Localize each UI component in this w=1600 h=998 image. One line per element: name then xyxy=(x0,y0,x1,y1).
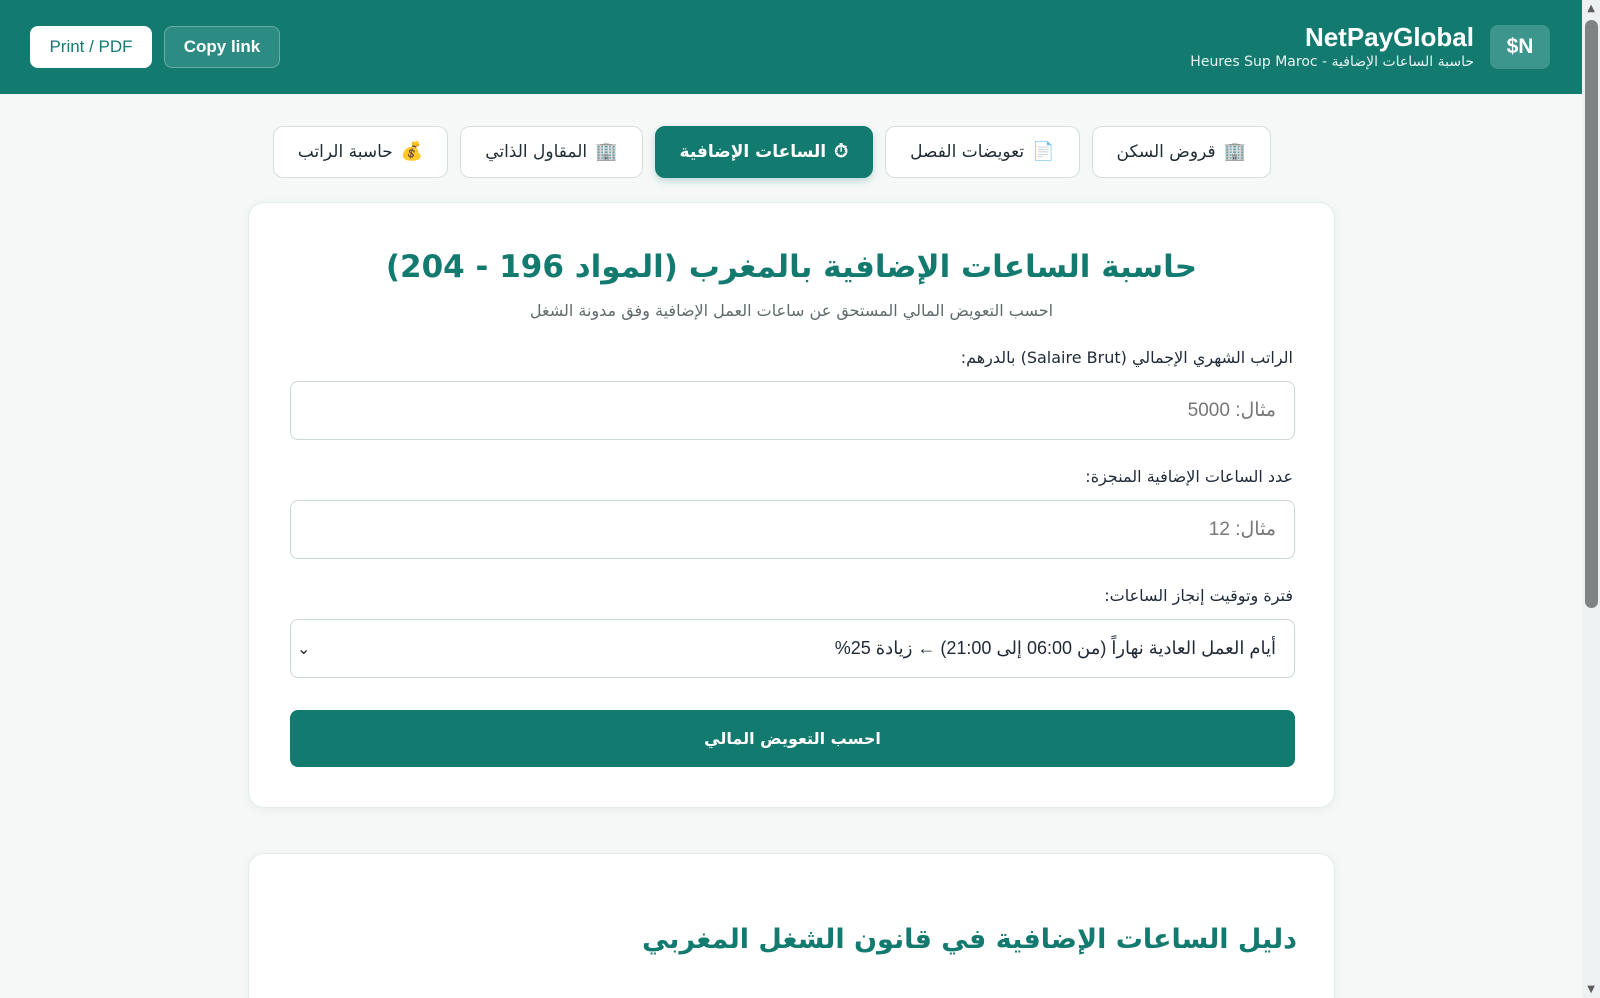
guide-title: دليل الساعات الإضافية في قانون الشغل المغربي xyxy=(641,924,1297,955)
period-select[interactable] xyxy=(290,619,1295,678)
building-icon: 🏢 xyxy=(1223,141,1246,162)
overtime-hours-input[interactable] xyxy=(290,500,1295,559)
calculator-title: حاسبة الساعات الإضافية بالمغرب (المواد 196 - 204) xyxy=(385,249,1198,285)
chevron-down-icon: ⌄ xyxy=(297,641,311,658)
scroll-up-icon[interactable]: ▲ xyxy=(1587,3,1595,14)
brand-subtitle: Heures Sup Maroc - حاسبة الساعات الإضافية xyxy=(1190,54,1474,70)
tab-housing-loans[interactable] xyxy=(1092,126,1272,178)
tab-label: تعويضات الفصل xyxy=(910,142,1025,162)
scrollbar-thumb[interactable] xyxy=(1585,20,1598,608)
copy-link-button[interactable]: Copy link xyxy=(164,26,280,68)
office-building-icon: 🏢 xyxy=(595,141,618,162)
header-actions xyxy=(30,26,280,68)
salary-label: الراتب الشهري الإجمالي (Salaire Brut) بالدرهم: xyxy=(960,348,1293,367)
print-pdf-button[interactable]: Print / PDF xyxy=(30,26,152,68)
calculate-compensation-button[interactable]: احسب التعويض المالي xyxy=(290,710,1295,767)
salary-input[interactable] xyxy=(290,381,1295,440)
period-selected-value: أيام العمل العادية نهاراً (من 06:00 إلى 21:00) ← زيادة 25% xyxy=(834,638,1276,658)
hours-label: عدد الساعات الإضافية المنجزة: xyxy=(1085,467,1293,486)
money-bag-icon: 💰 xyxy=(400,141,424,162)
brand-logo[interactable]: $N xyxy=(1490,25,1550,69)
calculator-subtitle: احسب التعويض المالي المستحق عن ساعات العمل الإضافية وفق مدونة الشغل xyxy=(529,301,1054,320)
stopwatch-icon: ⏱ xyxy=(834,141,849,162)
overtime-calculator-card xyxy=(248,202,1335,808)
vertical-scrollbar[interactable] xyxy=(1582,0,1600,998)
period-label: فترة وتوقيت إنجاز الساعات: xyxy=(1104,586,1293,605)
top-header xyxy=(0,0,1582,94)
tab-label: الساعات الإضافية xyxy=(679,142,827,162)
document-icon: 📄 xyxy=(1032,141,1055,162)
tab-label: قروض السكن xyxy=(1116,142,1216,162)
tab-overtime[interactable] xyxy=(655,126,874,178)
tab-label: حاسبة الراتب xyxy=(297,142,393,162)
tab-label: المقاول الذاتي xyxy=(485,142,588,162)
overtime-guide-card xyxy=(248,853,1335,998)
tab-salary-calculator[interactable] xyxy=(273,126,448,178)
tab-auto-entrepreneur[interactable] xyxy=(460,126,642,178)
brand-title: NetPayGlobal xyxy=(1304,22,1474,52)
brand-text xyxy=(1190,22,1474,72)
brand xyxy=(1190,22,1550,72)
calculator-tabs xyxy=(297,126,1271,178)
tab-severance[interactable] xyxy=(885,126,1079,178)
scroll-down-icon[interactable]: ▼ xyxy=(1587,984,1595,995)
